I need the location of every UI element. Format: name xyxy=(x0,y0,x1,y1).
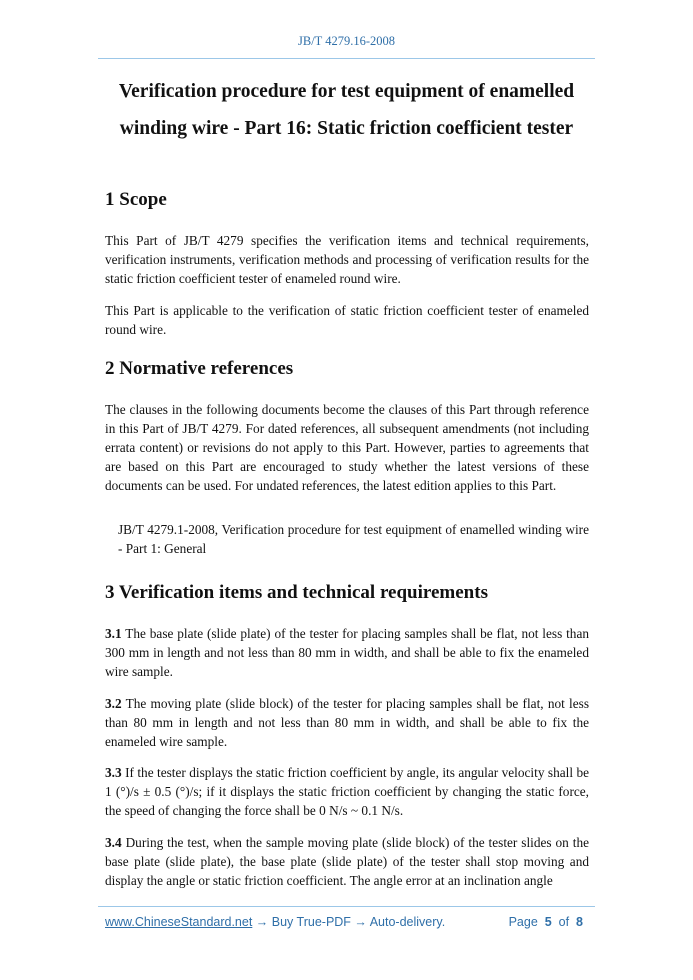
footer-rule xyxy=(98,906,595,907)
heading-scope: 1 Scope xyxy=(105,189,167,210)
page-label: Page xyxy=(508,915,538,929)
heading-verification-items: 3 Verification items and technical requirements xyxy=(105,582,488,603)
clause-3-2 xyxy=(105,694,589,751)
page-indicator xyxy=(509,915,583,929)
clause-text: The moving plate (slide block) of the tester for placing samples shall be flat, not less than 80 mm in length and not less than 80 mm in width, and shall be able to fix the enameled wire sample. xyxy=(105,696,589,749)
paragraph: This Part of JB/T 4279 specifies the verification items and technical requirements, verification instruments, verification methods and processing of verification results for the static friction coefficient tester of enameled round wire. xyxy=(105,233,589,286)
clause-3-1 xyxy=(105,624,589,681)
website-link[interactable]: www.ChineseStandard.net xyxy=(105,915,253,929)
paragraph: The clauses in the following documents become the clauses of this Part through reference in this Part of JB/T 4279. For dated references, all subsequent amendments (not including errata content) or revisions do not apply to this Part. However, parties to agreements that are based on this Part are encouraged to study whether the latest versions of these documents can be used. For undated references, the latest edition applies to this Part. xyxy=(105,402,589,493)
footer-text: → Buy True-PDF → Auto-delivery. xyxy=(252,915,446,929)
reference-item: JB/T 4279.1-2008, Verification procedure for test equipment of enamelled winding wire - Part 1: General xyxy=(118,522,589,556)
of-label: of xyxy=(558,915,570,929)
heading-normative-references: 2 Normative references xyxy=(105,358,294,379)
clause-number: 3.4 xyxy=(105,835,122,850)
clause-number: 3.2 xyxy=(105,696,122,711)
clause-text: The base plate (slide plate) of the tester for placing samples shall be flat, not less than 300 mm in length and not less than 80 mm in width, and shall be able to fix the enameled wire sample. xyxy=(105,626,589,679)
header-rule xyxy=(98,58,595,59)
clause-text: During the test, when the sample moving plate (slide block) of the tester slides on the base plate (slide plate), the base plate (slide plate) of the tester shall stop moving and display the angle or static friction coefficient. The angle error at an inclination angle xyxy=(105,835,589,888)
page-number: 5 xyxy=(544,915,552,929)
clause-text: If the tester displays the static friction coefficient by angle, its angular velocity shall be 1 (°)/s ± 0.5 (°)/s; if it displays the static friction coefficient by changing the static force, the speed of changing the force shall be 0 N/s ~ 0.1 N/s. xyxy=(105,765,589,818)
page-total: 8 xyxy=(576,915,583,929)
header-doc-code: JB/T 4279.16-2008 xyxy=(298,34,395,48)
paragraph: This Part is applicable to the verification of static friction coefficient tester of enameled round wire. xyxy=(105,303,589,337)
title-line-1: Verification procedure for test equipment of enamelled xyxy=(118,81,575,102)
clause-number: 3.3 xyxy=(105,765,122,780)
clause-3-4 xyxy=(105,833,589,890)
clause-number: 3.1 xyxy=(105,626,122,641)
title-line-2: winding wire - Part 16: Static friction coefficient tester xyxy=(119,118,574,139)
clause-3-3 xyxy=(105,763,589,820)
footer xyxy=(105,915,589,929)
